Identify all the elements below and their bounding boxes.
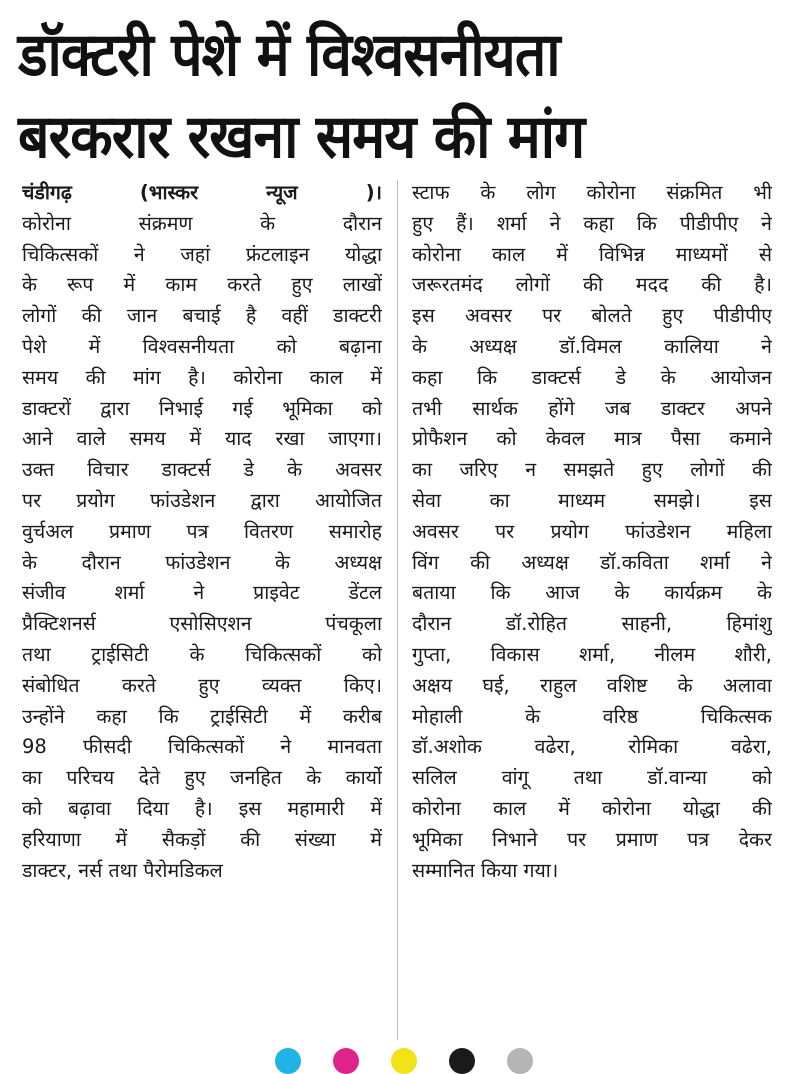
print-registration-marks: [245, 1048, 545, 1058]
article-line: इस अवसर पर बोलते हुए पीडीपीए: [412, 304, 772, 328]
article-line: प्रोफैशन को केवल मात्र पैसा कमाने: [412, 427, 772, 451]
article-line: आने वाले समय में याद रखा जाएगा।: [22, 427, 382, 451]
headline: [18, 14, 726, 178]
article-line: समय की मांग है। कोरोना काल में: [22, 365, 382, 389]
article-line: सम्मानित किया गया।: [412, 858, 559, 882]
article-line: का जरिए न समझते हुए लोगों की: [412, 458, 772, 482]
color-swatch: [391, 1048, 417, 1074]
article-line: के अध्यक्ष डॉ.विमल कालिया ने: [412, 334, 772, 358]
article-line: 98 फीसदी चिकित्सकों ने मानवता: [22, 735, 382, 759]
article-line: डॉ.अशोक वढेरा, रोमिका वढेरा,: [412, 735, 772, 759]
color-swatch: [333, 1048, 359, 1074]
article-line: के रूप में काम करते हुए लाखों: [22, 273, 382, 297]
article-line: डाक्टर, नर्स तथा पैरोमडिकल: [22, 858, 223, 882]
article-line: का परिचय देते हुए जनहित के कार्यो: [22, 766, 382, 790]
headline-line-2: बरकरार रखना समय की मांग: [18, 102, 585, 172]
dateline: चंडीगढ़ (भास्कर न्यूज )।: [22, 181, 382, 204]
article-line: पेशे में विश्वसनीयता को बढ़ाना: [22, 334, 382, 358]
article-line: कहा कि डाक्टर्स डे के आयोजन: [412, 365, 772, 389]
article-line: कोरोना काल में विभिन्न माध्यमों से: [412, 242, 772, 266]
article-line: के दौरान फांउडेशन के अध्यक्ष: [22, 550, 382, 574]
color-swatch: [449, 1048, 475, 1074]
article-line: बताया कि आज के कार्यक्रम के: [412, 581, 772, 605]
article-line: स्टाफ के लोग कोरोना संक्रमित भी: [412, 181, 772, 204]
article-line: चिकित्सकों ने जहां फ्रंटलाइन योद्धा: [22, 242, 382, 266]
headline-line-1: डॉक्टरी पेशे में विश्वसनीयता: [18, 20, 560, 90]
article-line: जरूरतमंद लोगों की मदद की है।: [412, 273, 772, 297]
article-line: प्रैक्टिशनर्स एसोसिएशन पंचकूला: [22, 612, 382, 636]
color-swatch: [507, 1048, 533, 1074]
article-line: मोहाली के वरिष्ठ चिकित्सक: [412, 704, 772, 728]
article-left-column: [22, 178, 382, 886]
article-line: पर प्रयोग फांउडेशन द्वारा आयोजित: [22, 488, 382, 512]
article-line: दौरान डॉ.रोहित साहनी, हिमांशु: [412, 612, 772, 636]
article-line: अवसर पर प्रयोग फांउडेशन महिला: [412, 519, 772, 543]
article-line: सलिल वांगू तथा डॉ.वान्या को: [412, 766, 772, 790]
article-line: हुए हैं। शर्मा ने कहा कि पीडीपीए ने: [412, 211, 772, 235]
article-line: तभी सार्थक होंगे जब डाक्टर अपने: [412, 396, 772, 420]
article-line: भूमिका निभाने पर प्रमाण पत्र देकर: [412, 827, 772, 851]
article-line: अक्षय घई, राहुल वशिष्ट के अलावा: [412, 673, 772, 697]
article-line: गुप्ता, विकास शर्मा, नीलम शौरी,: [412, 642, 772, 666]
article-line: तथा ट्राईसिटी के चिकित्सकों को: [22, 642, 382, 666]
color-swatch: [275, 1048, 301, 1074]
article-line: लोगों की जान बचाई है वहीं डाक्टरी: [22, 304, 382, 328]
article-line: कोरोना काल में कोरोना योद्धा की: [412, 796, 772, 820]
column-divider: [397, 180, 398, 1040]
article-line: उन्होंने कहा कि ट्राईसिटी में करीब: [22, 704, 382, 728]
article-line: उक्त विचार डाक्टर्स डे के अवसर: [22, 458, 382, 482]
article-line: [22, 178, 382, 209]
article-line: डाक्टरों द्वारा निभाई गई भूमिका को: [22, 396, 382, 420]
article-line: विंग की अध्यक्ष डॉ.कविता शर्मा ने: [412, 550, 772, 574]
article-line: वुर्चअल प्रमाण पत्र वितरण समारोह: [22, 519, 382, 543]
article-line: कोरोना संक्रमण के दौरान: [22, 211, 382, 235]
article-line: को बढ़ावा दिया है। इस महामारी में: [22, 796, 382, 820]
article-line: संजीव शर्मा ने प्राइवेट डेंटल: [22, 581, 382, 605]
article-line: सेवा का माध्यम समझे। इस: [412, 488, 772, 512]
article-line: संबोधित करते हुए व्यक्त किए।: [22, 673, 382, 697]
article-line: हरियाणा में सैकड़ों की संख्या में: [22, 827, 382, 851]
article-right-column: [412, 178, 772, 886]
